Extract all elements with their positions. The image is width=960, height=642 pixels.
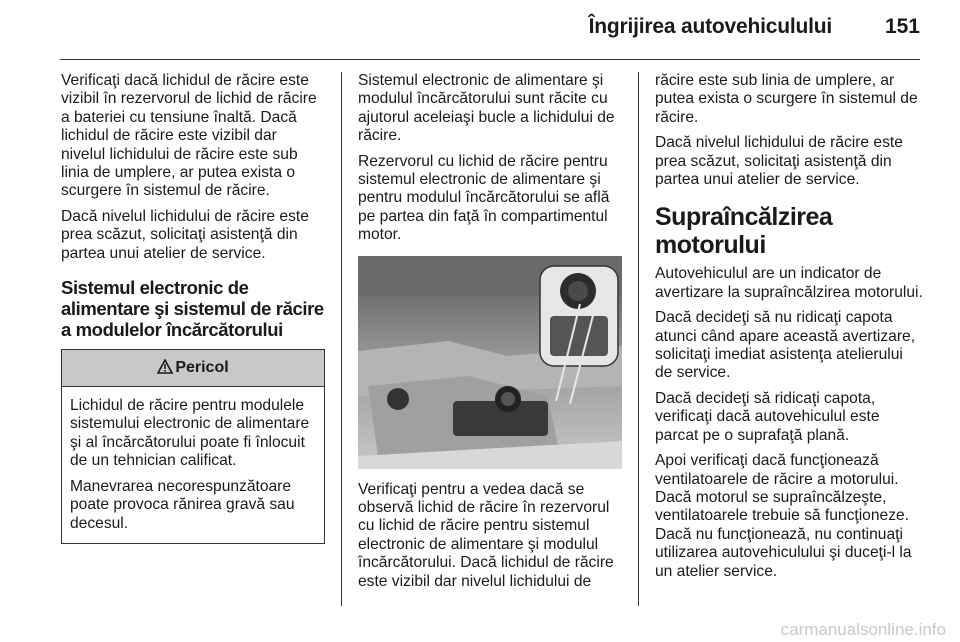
paragraph: Dacă nivelul lichidului de răcire este prea scăzut, solicitaţi asistenţă din partea unui atelier de service. [655,134,903,189]
section-heading: Sistemul electronic de alimentare şi sistemul de răcire a modulelor încărcătorului [61,277,324,341]
warning-triangle-icon [157,359,173,378]
column-right [655,72,923,588]
paragraph: Rezervorul cu lichid de răcire pentru sistemul electronic de alimentare şi pentru modulul încărcătorului se află pe partea din faţă în compartimentul motor. [358,152,610,244]
watermark: carmanualsonline.info [780,620,946,639]
paragraph: Dacă decideţi să nu ridicaţi capota atunci când apare această avertizare, solicitaţi imediat asistenţa atelierului de service. [655,309,916,382]
column-left [61,72,325,544]
column-divider-1 [341,72,342,606]
page-number: 151 [884,15,920,38]
page-header-title: Îngrijirea autovehiculului [588,15,832,38]
paragraph: Apoi verificaţi dacă funcţionează ventilatoarele de răcire a motorului. Dacă motorul se supraîncălzeşte, ventilatoarele trebuie să funcţioneze. Dacă nu funcţionează, nu continuaţi utilizarea autovehiculului şi duceţi-l la un atelier service. [655,452,912,580]
paragraph: Dacă nivelul lichidului de răcire este prea scăzut, solicitaţi asistenţă din partea unui atelier de service. [61,207,309,262]
paragraph: Sistemul electronic de alimentare şi modulul încărcătorului sunt răcite cu ajutorul aceleiaşi bucle a lichidului de răcire. [358,72,615,145]
warning-title: Pericol [175,359,229,377]
paragraph: Dacă decideţi să ridicaţi capota, verificaţi dacă autovehiculul este parcat pe o suprafaţă plană. [655,389,880,444]
paragraph: Autovehiculul are un indicator de avertizare la supraîncălzirea motorului. [655,265,923,301]
warning-box [61,349,325,544]
paragraph: Verificaţi pentru a vedea dacă se observă lichid de răcire în rezervorul cu lichid de răcire pentru sistemul electronic de alimentare şi modulul încărcătorului. Dacă lichidul de răcire este vizibil dar nivelul lichidului de [358,480,614,590]
header-divider [60,59,920,60]
paragraph: răcire este sub linia de umplere, ar putea exista o scurgere în sistemul de răcire. [655,72,918,126]
warning-text: Lichidul de răcire pentru modulele sistemului electronic de alimentare şi al încărcătorului poate fi înlocuit de un tehnician calificat. [70,397,310,470]
warning-text: Manevrarea necorespunzătoare poate provoca rănirea gravă sau decesul. [70,477,295,532]
section-heading-large: Supraîncălzirea motorului [655,203,833,260]
column-middle [358,72,624,598]
coolant-reservoir-photo [358,256,622,469]
column-divider-2 [638,72,639,606]
warning-header [62,350,324,387]
paragraph: Verificaţi dacă lichidul de răcire este vizibil în rezervorul de lichid de răcire a bateriei cu tensiune înaltă. Dacă lichidul de răcire este vizibil dar nivelul lichidului de răcire este sub linia de umplere, ar putea exista o scurgere în sistemul de răcire. [61,72,317,200]
